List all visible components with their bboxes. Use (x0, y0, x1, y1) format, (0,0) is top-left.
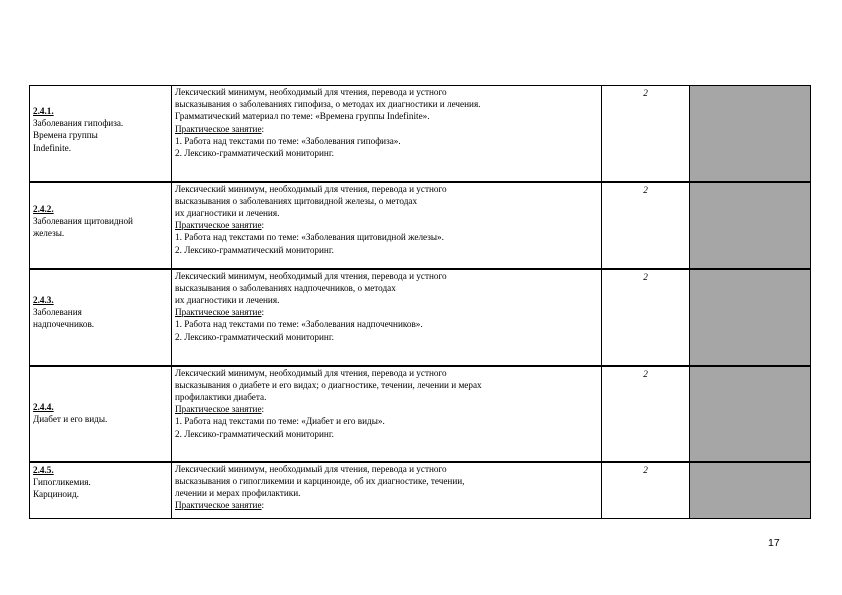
topic-cell (30, 462, 172, 519)
topic-line: надпочечников. (33, 318, 95, 329)
topic-line: Карциноид. (33, 488, 79, 499)
hours-cell (602, 366, 690, 462)
hours-cell (602, 182, 690, 269)
hours-value: 2 (643, 464, 648, 475)
content-line: Лексический минимум, необходимый для чтения, перевода и устного (175, 270, 447, 281)
topic-line: Заболевания гипофиза. (33, 118, 124, 129)
shaded-cell (690, 182, 811, 269)
content-line: высказывания о заболеваниях надпочечников, о методах (175, 282, 396, 293)
topic-code: 2.4.4. (33, 401, 54, 412)
hours-cell (602, 86, 690, 182)
practice-heading: Практическое занятие: (175, 500, 265, 511)
content-line: Грамматический материал по теме: «Времена группы Indefinite». (175, 111, 430, 122)
content-cell (172, 462, 602, 519)
content-line: высказывания о заболеваниях щитовидной железы, о методах (175, 195, 418, 206)
topic-line: Гипогликемия. (33, 476, 91, 487)
content-cell (172, 366, 602, 462)
table-row (30, 182, 811, 269)
content-line: профилактики диабета. (175, 391, 267, 402)
practice-item: 2. Лексико-грамматический мониторинг. (175, 244, 334, 255)
practice-item: 2. Лексико-грамматический мониторинг. (175, 148, 334, 159)
practice-label: Практическое занятие (175, 220, 262, 231)
practice-heading: Практическое занятие: (175, 404, 265, 415)
practice-heading: Практическое занятие: (175, 123, 265, 134)
hours-value: 2 (643, 368, 648, 379)
practice-item: 2. Лексико-грамматический мониторинг. (175, 428, 334, 439)
table-row (30, 366, 811, 462)
practice-label: Практическое занятие (175, 500, 262, 511)
topic-cell (30, 269, 172, 366)
table-row (30, 86, 811, 182)
topic-cell (30, 86, 172, 182)
topic-line: Заболевания щитовидной (33, 215, 133, 226)
page-number: 17 (768, 537, 780, 549)
content-line: их диагностики и лечения. (175, 294, 280, 305)
content-line: Лексический минимум, необходимый для чтения, перевода и устного (175, 183, 447, 194)
topic-cell (30, 182, 172, 269)
practice-heading: Практическое занятие: (175, 307, 265, 318)
topic-code: 2.4.5. (33, 464, 54, 475)
practice-heading: Практическое занятие: (175, 220, 265, 231)
topic-code: 2.4.2. (33, 203, 54, 214)
practice-label: Практическое занятие (175, 404, 262, 415)
table-row (30, 462, 811, 519)
topic-code: 2.4.1. (33, 106, 54, 116)
content-line: их диагностики и лечения. (175, 207, 280, 218)
shaded-cell (690, 269, 811, 366)
topic-line: Диабет и его виды. (33, 413, 108, 424)
practice-label: Практическое занятие (175, 307, 262, 318)
topic-code: 2.4.3. (33, 294, 54, 305)
shaded-cell (690, 462, 811, 519)
practice-item: 1. Работа над текстами по теме: «Заболевания щитовидной железы». (175, 232, 444, 243)
shaded-cell (690, 366, 811, 462)
content-cell (172, 269, 602, 366)
practice-item: 1. Работа над текстами по теме: «Заболевания гипофиза». (175, 135, 401, 146)
content-line: высказывания о диабете и его видах; о диагностике, течении, лечении и мерах (175, 379, 482, 390)
content-cell (172, 182, 602, 269)
topic-cell (30, 366, 172, 462)
practice-item: 2. Лексико-грамматический мониторинг. (175, 331, 334, 342)
practice-item: 1. Работа над текстами по теме: «Заболевания надпочечников». (175, 319, 423, 330)
hours-cell (602, 269, 690, 366)
content-line: высказывания о заболеваниях гипофиза, о методах их диагностики и лечения. (175, 99, 481, 110)
hours-value: 2 (643, 88, 648, 98)
practice-item: 1. Работа над текстами по теме: «Диабет и его виды». (175, 416, 385, 427)
hours-cell (602, 462, 690, 519)
content-line: лечении и мерах профилактики. (175, 487, 301, 498)
topic-line: Времена группы (33, 130, 98, 141)
curriculum-table (29, 85, 811, 519)
practice-label: Практическое занятие (175, 123, 262, 134)
content-line: Лексический минимум, необходимый для чтения, перевода и устного (175, 87, 447, 97)
content-line: Лексический минимум, необходимый для чтения, перевода и устного (175, 463, 447, 474)
shaded-cell (690, 86, 811, 182)
content-line: Лексический минимум, необходимый для чтения, перевода и устного (175, 367, 447, 378)
topic-line: Indefinite. (33, 142, 72, 153)
content-cell (172, 86, 602, 182)
hours-value: 2 (643, 271, 648, 282)
table-row (30, 269, 811, 366)
content-line: высказывания о гипогликемии и карциноиде, об их диагностике, течении, (175, 475, 465, 486)
hours-value: 2 (643, 184, 648, 195)
topic-line: железы. (33, 227, 65, 238)
topic-line: Заболевания (33, 306, 82, 317)
